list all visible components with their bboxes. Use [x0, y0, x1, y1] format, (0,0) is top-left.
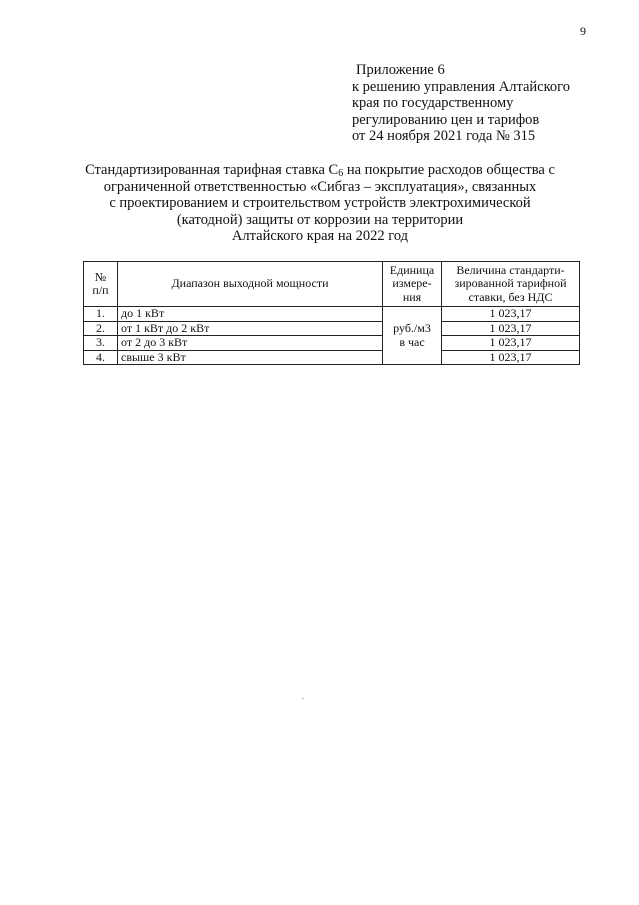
- row-range: свыше 3 кВт: [118, 350, 383, 365]
- row-range: до 1 кВт: [118, 307, 383, 322]
- row-value: 1 023,17: [442, 336, 580, 351]
- row-range: от 1 кВт до 2 кВт: [118, 321, 383, 336]
- row-unit: руб./м3 в час: [383, 307, 442, 365]
- title-line: (катодной) защиты от коррозии на территории: [176, 211, 464, 228]
- row-value: 1 023,17: [442, 321, 580, 336]
- appendix-line: Приложение 6: [356, 62, 445, 78]
- document-title: [60, 162, 580, 245]
- row-value: 1 023,17: [442, 350, 580, 365]
- title-text: Стандартизированная тарифная ставка С: [85, 162, 339, 178]
- appendix-line: от 24 ноября 2021 года № 315: [352, 128, 536, 144]
- table-row: [84, 307, 580, 322]
- row-range: от 2 до 3 кВт: [118, 336, 383, 351]
- row-num: 3.: [84, 336, 118, 351]
- table-row: [84, 350, 580, 365]
- page-number: 9: [580, 24, 586, 38]
- title-text: на покрытие расходов общества с: [343, 162, 555, 178]
- title-subscript: 6: [338, 168, 344, 179]
- appendix-line: края по государственному: [352, 95, 514, 111]
- scan-speck: [302, 698, 304, 699]
- row-num: 2.: [84, 321, 118, 336]
- header-unit: Единица измере- ния: [383, 262, 442, 307]
- table-row: [84, 336, 580, 351]
- table-row: [84, 321, 580, 336]
- header-range: Диапазон выходной мощности: [118, 262, 383, 307]
- row-num: 1.: [84, 307, 118, 322]
- title-line: [60, 162, 580, 179]
- header-value: Величина стандарти- зированной тарифной ставки, без НДС: [442, 262, 580, 307]
- appendix-header: [352, 62, 592, 145]
- row-num: 4.: [84, 350, 118, 365]
- appendix-line: к решению управления Алтайского: [352, 78, 571, 95]
- table-header-row: [84, 262, 580, 307]
- title-line: с проектированием и строительством устройств электрохимической: [109, 195, 531, 211]
- row-value: 1 023,17: [442, 307, 580, 322]
- title-line: ограниченной ответственностью «Сибгаз – эксплуатация», связанных: [103, 178, 537, 195]
- title-line: Алтайского края на 2022 год: [231, 228, 409, 244]
- appendix-line: регулированию цен и тарифов: [352, 111, 540, 128]
- tariff-table: [83, 261, 580, 365]
- header-num: № п/п: [84, 262, 118, 307]
